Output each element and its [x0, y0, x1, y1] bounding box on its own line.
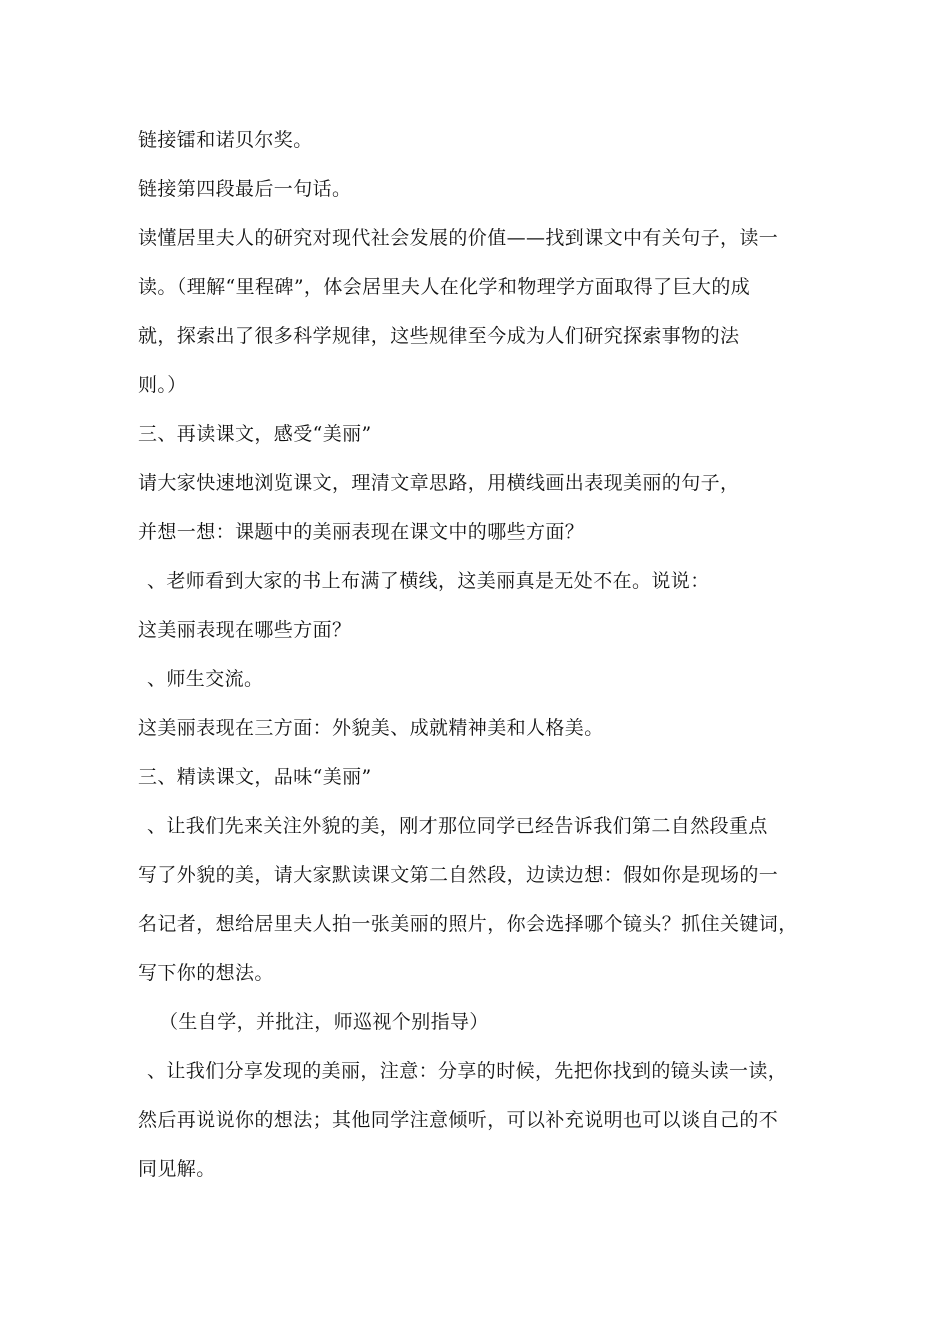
text-line: 读懂居里夫人的研究对现代社会发展的价值——找到课文中有关句子，读一 — [138, 227, 779, 249]
text-line: 这美丽表现在三方面：外貌美、成就精神美和人格美。 — [138, 717, 604, 739]
text-line: 名记者，想给居里夫人拍一张美丽的照片，你会选择哪个镜头？抓住关键词， — [138, 913, 798, 935]
text-line: 链接第四段最后一句话。 — [138, 178, 352, 200]
text-line: （生自学，并批注，师巡视个别指导） — [159, 1011, 489, 1033]
text-line: 并想一想：课题中的美丽表现在课文中的哪些方面？ — [138, 521, 585, 543]
section-heading: 三、再读课文，感受“美丽” — [138, 423, 372, 445]
document-body — [138, 124, 818, 1202]
text-line: 则。） — [138, 374, 187, 396]
text-line: 写了外貌的美，请大家默读课文第二自然段，边读边想：假如你是现场的一 — [138, 864, 779, 886]
text-line: 、让我们分享发现的美丽，注意：分享的时候，先把你找到的镜头读一读， — [147, 1060, 788, 1082]
text-line: 链接镭和诺贝尔奖。 — [138, 129, 313, 151]
text-line: 请大家快速地浏览课文，理清文章思路，用横线画出表现美丽的句子， — [138, 472, 740, 494]
section-heading: 三、精读课文，品味“美丽” — [138, 766, 372, 788]
text-line: 、老师看到大家的书上布满了横线，这美丽真是无处不在。说说： — [147, 570, 710, 592]
text-line: 读。（理解“里程碑”，体会居里夫人在化学和物理学方面取得了巨大的成 — [138, 276, 751, 298]
text-line: 、让我们先来关注外貌的美，刚才那位同学已经告诉我们第二自然段重点 — [147, 815, 768, 837]
text-line: 、师生交流。 — [147, 668, 264, 690]
text-line: 然后再说说你的想法；其他同学注意倾听，可以补充说明也可以谈自己的不 — [138, 1109, 779, 1131]
text-line: 写下你的想法。 — [138, 962, 274, 984]
text-line: 同见解。 — [138, 1158, 216, 1180]
text-line: 就，探索出了很多科学规律，这些规律至今成为人们研究探索事物的法 — [138, 325, 740, 347]
text-line: 这美丽表现在哪些方面？ — [138, 619, 352, 641]
